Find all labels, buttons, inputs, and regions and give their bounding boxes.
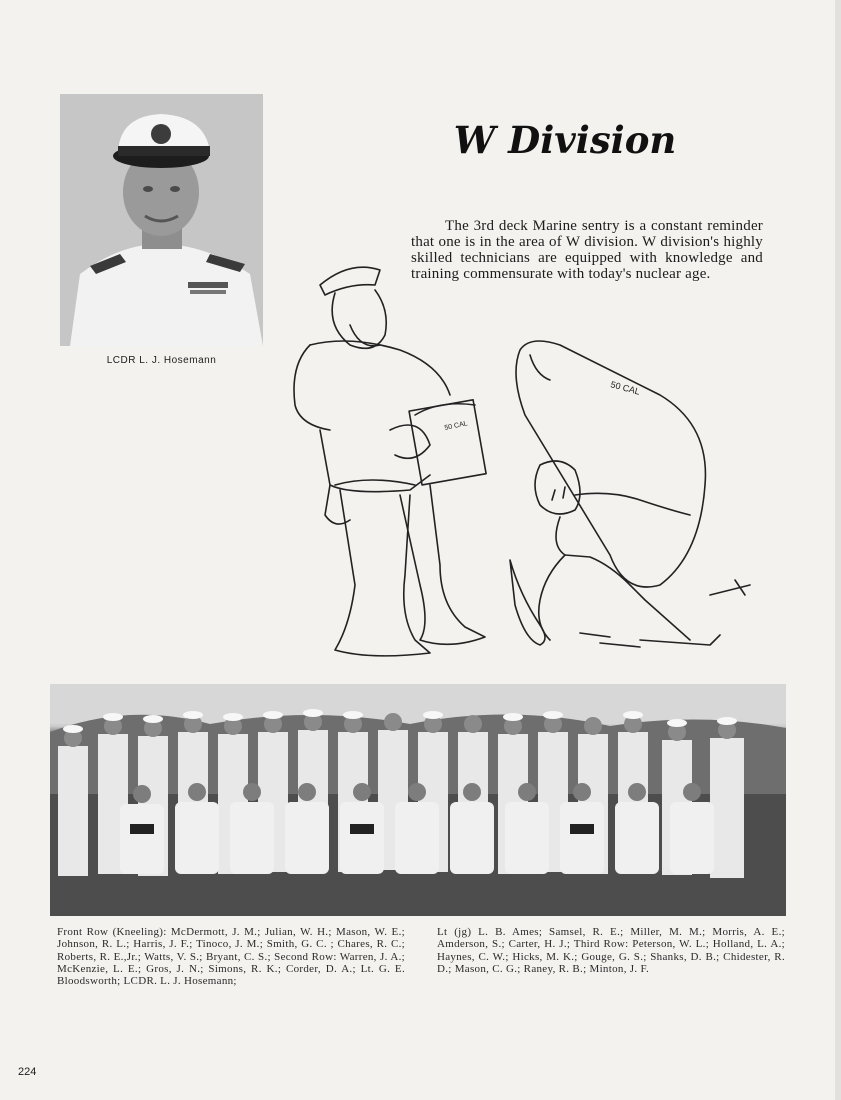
officer-portrait-photo	[60, 94, 263, 346]
page-number: 224	[18, 1066, 37, 1078]
intro-paragraph: The 3rd deck Marine sentry is a constant reminder that one is in the area of W division. W division's highly skilled technicians are equipped with knowledge and training commensurate with today's nuclear age.	[411, 218, 763, 282]
page-title: W Division	[453, 118, 677, 162]
page-edge	[835, 0, 841, 1100]
box-label: 50 CAL	[443, 420, 469, 432]
shell-label: 50 CAL	[609, 379, 642, 397]
roster-right-column: Lt (jg) L. B. Ames; Samsel, R. E.; Miller, M. M.; Morris, A. E.; Amderson, S.; Carter, H. J.; Third Row: Peterson, W. L.; Holland, L. A.; Haynes, C. W.; Hicks, M. K.; Gouge, G. S.; Shanks, D. B.; Chidester, R. D.; Mason, C. G.; Raney, R. B.; Minton, J. F.	[437, 926, 785, 975]
cartoon-illustration	[280, 255, 760, 675]
marine-sentry-drawing	[294, 267, 486, 656]
roster-left-column: Front Row (Kneeling): McDermott, J. M.; Julian, W. H.; Mason, W. E.; Johnson, R. L.; Harris, J. F.; Tinoco, J. M.; Smith, G. C. ; Chares, R. C.; Roberts, R. E.,Jr.; Watts, V. S.; Bryant, C. S.; Second Row: Warren, J. A.; McKenzie, L. E.; Gros, J. N.; Simons, R. K.; Corder, D. A.; Lt. G. E. Bloodsworth; LCDR. L. J. Hosemann;	[57, 926, 405, 988]
division-group-photo	[50, 684, 786, 916]
portrait-caption: LCDR L. J. Hosemann	[106, 355, 217, 366]
